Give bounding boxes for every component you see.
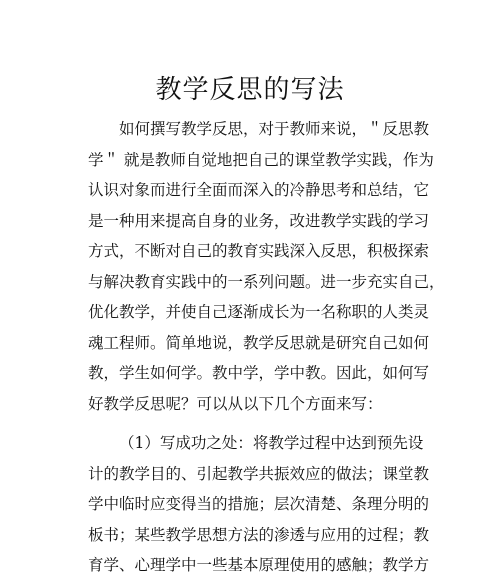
text-line: 是一种用来提高自身的业务，改进教学实践的学习 xyxy=(88,211,430,230)
text-line: 育学、心理学中一些基本原理使用的感触；教学方 xyxy=(88,556,430,574)
text-line: （1）写成功之处：将教学过程中达到预先设 xyxy=(119,434,424,452)
text-line: 教，学生如何学。教中学，学中教。因此，如何写 xyxy=(88,364,430,382)
text-line: 认识对象而进行全面而深入的冷静思考和总结，它 xyxy=(88,181,430,199)
text-line: 好教学反思呢？可以从以下几个方面来写： xyxy=(88,394,383,413)
text-line: 优化教学，并使自己逐渐成长为一名称职的人类灵 xyxy=(88,303,430,321)
text-line: 学＂ 就是教师自觉地把自己的课堂教学实践，作为 xyxy=(88,150,434,169)
document-body xyxy=(88,114,445,581)
text-line: 方式，不断对自己的教育实践深入反思，积极探索 xyxy=(88,242,430,260)
text-line: 计的教学目的、引起教学共振效应的做法；课堂教 xyxy=(88,464,430,483)
text-line: 板书；某些教学思想方法的渗透与应用的过程；教 xyxy=(88,525,430,544)
paragraph-gap xyxy=(88,419,418,428)
text-line: 学中临时应变得当的措施；层次清楚、条理分明的 xyxy=(88,495,430,513)
text-line: 魂工程师。简单地说，教学反思就是研究自己如何 xyxy=(88,333,430,352)
text-line: 与解决教育实践中的一系列问题。进一步充实自己， xyxy=(88,272,445,291)
text-line: 如何撰写教学反思，对于教师来说，＂反思教 xyxy=(119,120,430,138)
document-title: 教学反思的写法 xyxy=(155,75,345,105)
